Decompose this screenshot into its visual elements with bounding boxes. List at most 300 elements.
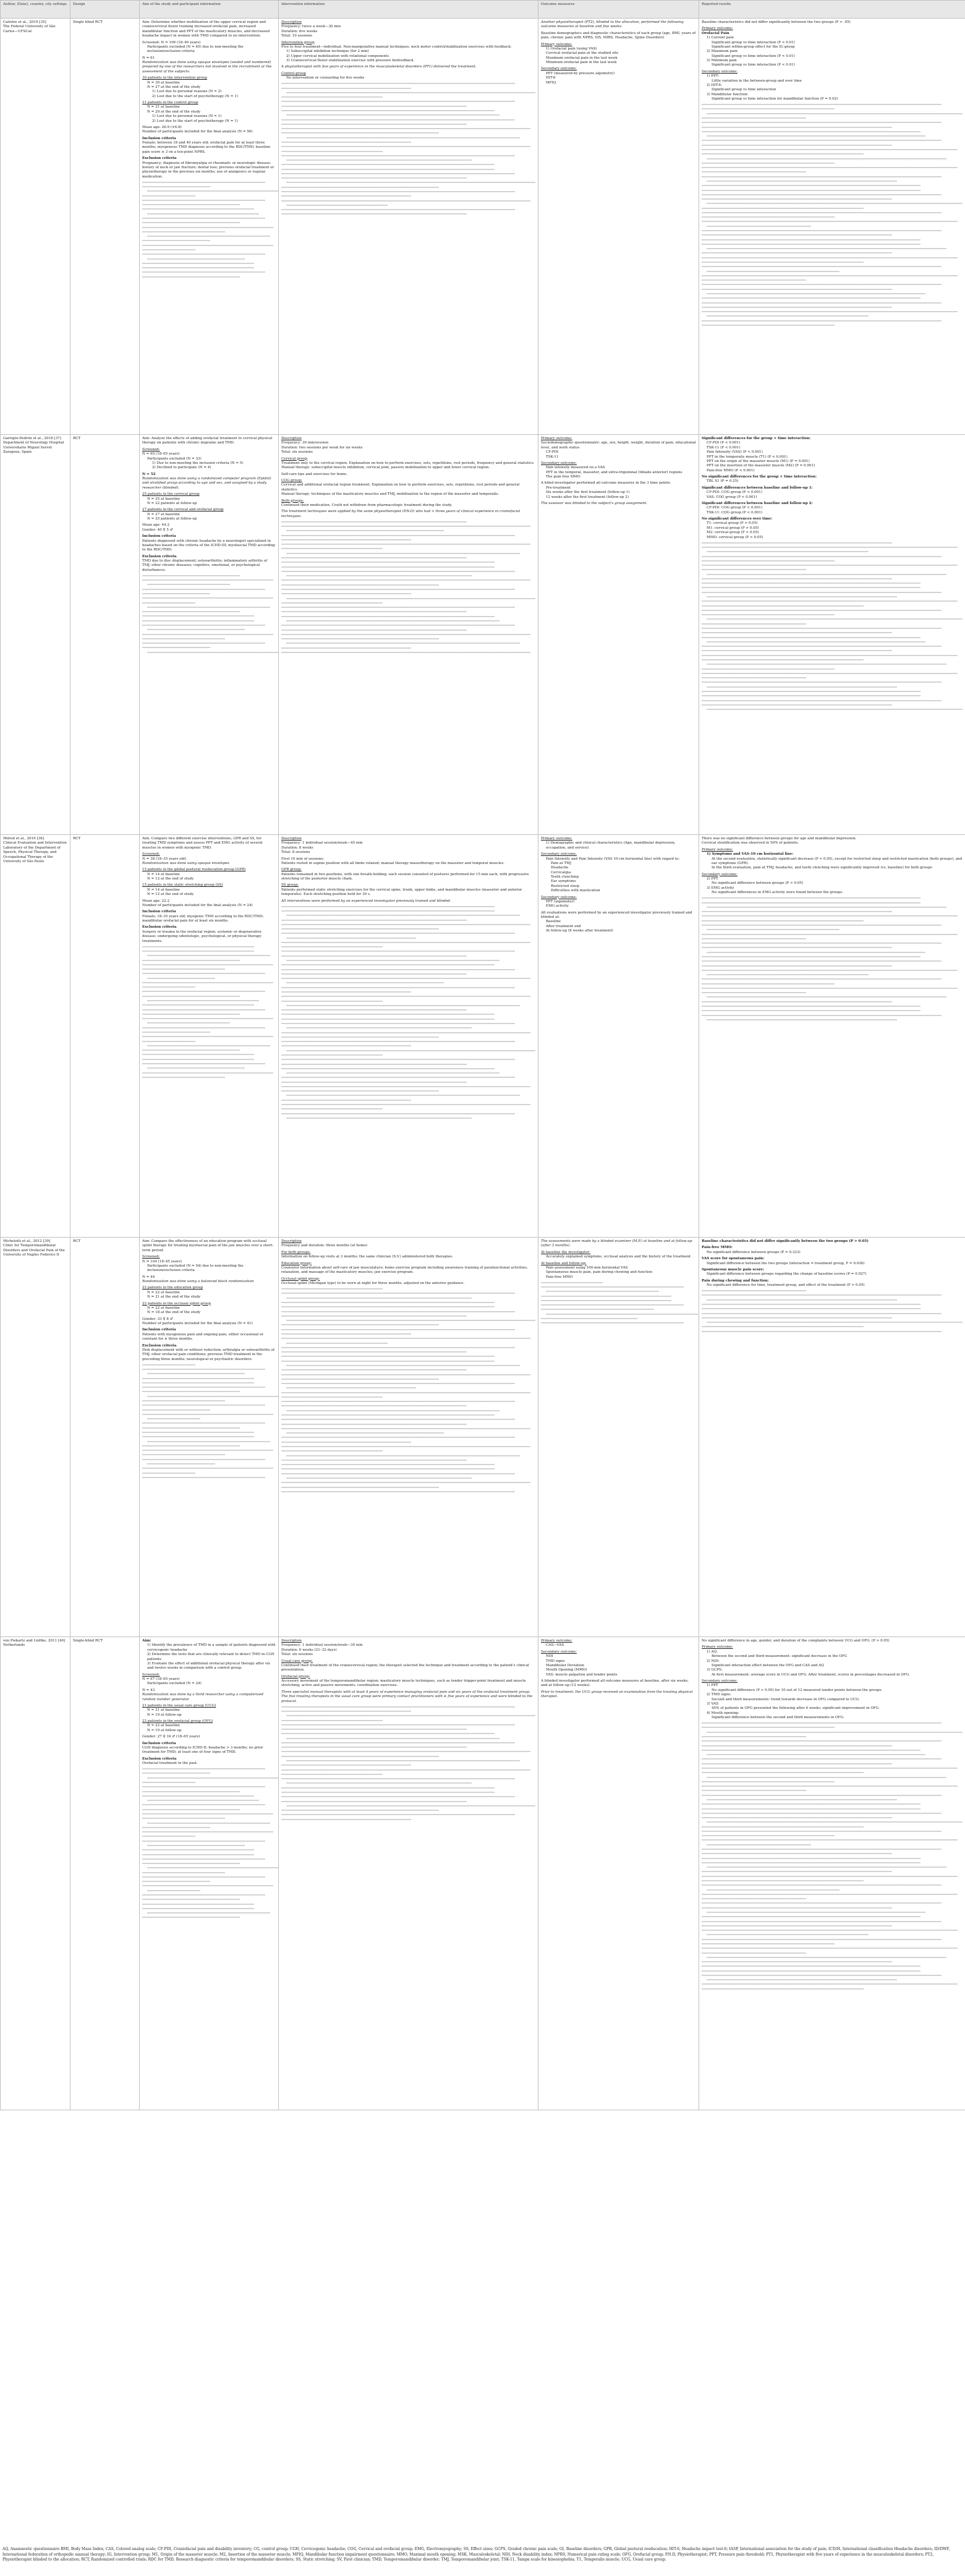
cell-line: Continued their medication. Could not withdraw from pharmacologic treatment during the study.	[281, 503, 453, 507]
cell-line: Secondary outcome:	[541, 895, 577, 899]
fine-print-line	[702, 1893, 958, 1896]
header-intervention: Intervention information	[279, 1, 538, 19]
cell-line: Exclusion criteria	[142, 1343, 177, 1348]
fine-print-line	[142, 1026, 265, 1029]
fine-print-line	[702, 306, 892, 309]
intervention-cell	[279, 435, 538, 835]
fine-print-line	[286, 1409, 500, 1412]
cell-line: Pain during chewing and function:	[702, 1278, 769, 1283]
cell-line: N = 65 (18–65 years)	[142, 452, 180, 456]
fine-print-line	[702, 1825, 864, 1828]
fine-print-line	[286, 1341, 388, 1345]
cell-line: Randomization was done by a third researcher using a computerized random number generator.	[142, 1693, 263, 1701]
cell-line: Clinical Evaluation and Intervention Laboratory of the Department of Speech, Physical Therapy, and Occupational Therapy of the University of São Paulo	[3, 841, 67, 863]
cell-line: Inclusion criteria	[142, 136, 176, 140]
cell-line: At the second evaluation, statistically significant decrease (P < 0.05), except for restricted sleep and restricted mastication (both groups), and ear symptoms (GPR).	[712, 857, 963, 865]
fine-print-line	[281, 633, 530, 636]
cell-line: Participants excluded (N = 45) due to non-meeting the inclusion/exclusion criteria	[147, 45, 244, 54]
cell-line: 30 patients in the intervention group	[142, 76, 208, 80]
fine-print-line	[281, 637, 439, 640]
cell-line: Total: six sessions	[281, 450, 313, 455]
fine-print-line	[147, 1889, 200, 1892]
fine-print-line	[281, 1445, 530, 1448]
cell-line: Both groups:	[281, 499, 304, 503]
fine-print-line	[702, 622, 806, 625]
header-aim: Aim of the study and participant information	[140, 1, 279, 19]
fine-print-line	[281, 909, 495, 912]
fine-print-line	[147, 1462, 215, 1465]
fine-print-line	[142, 262, 254, 265]
fine-print-line	[702, 568, 806, 571]
fine-print-line	[281, 1053, 383, 1056]
fine-print-line	[142, 985, 195, 988]
cell-line: Secondary outcome:	[702, 69, 738, 74]
fine-print-line	[142, 1767, 265, 1770]
fine-print-line	[702, 310, 958, 313]
fine-print-line	[286, 914, 520, 917]
cell-line: Pain Intensity and Pain Intensity (VAS 10-cm horizontal line) with regard to:	[546, 857, 680, 861]
fine-print-line	[142, 945, 254, 948]
cell-line: Manual therapy: suboccipital muscle inhibition, cervical joint, passive mobilization to upper and lower cervical region.	[281, 466, 490, 470]
fine-print-line	[702, 1964, 920, 1967]
fine-print-line	[702, 991, 806, 994]
fine-print-line	[281, 208, 515, 211]
cell-line: Significant group vs time interaction for mandibular function (P = 0.02)	[712, 97, 838, 101]
fine-print-line	[702, 699, 942, 702]
fine-print-line	[147, 628, 245, 631]
fine-print-filler	[702, 1721, 963, 1990]
cell-line: Little variation in the between-group and over time	[712, 79, 802, 83]
cell-line: Minimum orofacial pain in the last week	[546, 61, 617, 64]
cell-line: No significant differences over time:	[702, 517, 773, 521]
fine-print-line	[707, 270, 840, 273]
fine-print-line	[142, 1871, 225, 1874]
fine-print-line	[147, 234, 270, 237]
fine-print-line	[142, 1058, 254, 1061]
cell-line: Randomization was done using opaque envelopes	[142, 861, 229, 865]
fine-print-line	[702, 1951, 806, 1954]
fine-print-line	[702, 1303, 920, 1306]
cell-line: N = 25 patients at follow-up	[147, 517, 197, 521]
fine-print-line	[142, 592, 210, 595]
fine-print-line	[702, 658, 864, 661]
cell-line: Ear symptoms	[551, 879, 576, 884]
cell-line: TSK-11: COG group (P < 0.001)	[707, 510, 763, 515]
cell-line: Occlusal splint group:	[281, 1277, 320, 1281]
cell-line: MMO: cervical group (P > 0.05)	[707, 535, 763, 539]
cell-line: At follow-up (8 weeks after treatment)	[546, 929, 613, 933]
fine-print-line	[142, 1076, 225, 1079]
cell-line: N = 22 at baseline	[147, 1290, 180, 1294]
fine-print-line	[707, 1798, 897, 1801]
cell-line: Participants excluded (N = 24)	[147, 1682, 202, 1686]
fine-print-line	[142, 1003, 254, 1006]
fine-print-filler	[142, 945, 276, 1079]
fine-print-line	[702, 901, 920, 904]
fine-print-line	[286, 597, 535, 600]
fine-print-line	[281, 1346, 515, 1349]
cell-line: Significant group vs time interaction	[712, 88, 776, 92]
fine-print-line	[702, 1928, 958, 1932]
fine-print-line	[281, 923, 530, 926]
cell-line: N = 21 at the end of the study	[147, 1295, 201, 1299]
fine-print-line	[142, 248, 195, 251]
fine-print-filler	[142, 1363, 276, 1479]
fine-print-line	[142, 1048, 240, 1051]
fine-print-line	[281, 999, 383, 1003]
fine-print-line	[286, 1026, 472, 1029]
cell-line: Screened:	[142, 1255, 160, 1259]
cell-line: Screened: N = 106 (18–40 years)	[142, 40, 201, 45]
fine-print-line	[281, 1418, 515, 1421]
fine-print-line	[286, 1714, 535, 1717]
cell-line: Participants excluded (N = 33)	[147, 456, 202, 461]
intervention-cell	[279, 19, 538, 435]
cell-line: Aim: Compare two different exercise interventions, GPR and SS, for treating TMD symptoms and assess PPT and EMG activity of several muscles in women with myogenic TMD.	[142, 837, 263, 850]
fine-print-line	[702, 986, 958, 990]
fine-print-line	[281, 560, 495, 563]
fine-print-line	[281, 186, 439, 189]
fine-print-line	[147, 605, 270, 609]
fine-print-line	[281, 1808, 439, 1812]
cell-line: No significant difference in age, gender, and duration of the complaints between UCG and OFG. (P > 0.05)	[702, 1639, 890, 1643]
fine-print-line	[702, 1920, 942, 1923]
cell-line: Garrigós-Pedrón et al., 2018 [37]	[3, 437, 61, 440]
fine-print-line	[702, 233, 892, 236]
cell-line: N = 104 (18–45 years)	[142, 1259, 182, 1264]
fine-print-line	[286, 1782, 472, 1785]
fine-print-line	[281, 941, 530, 944]
fine-print-line	[281, 131, 439, 134]
cell-line: The assessor was blinded to the subject's group assignment.	[541, 501, 648, 505]
fine-print-line	[702, 278, 806, 281]
aim-cell	[140, 1238, 279, 1637]
fine-print-line	[281, 1112, 515, 1115]
cell-line: N = 22 patients at follow-up	[147, 501, 197, 505]
fine-print-line	[702, 690, 920, 693]
fine-print-line	[142, 1367, 265, 1371]
cell-line: There was no significant difference between groups for age and mandibular depression.	[702, 837, 857, 841]
fine-print-line	[707, 640, 925, 643]
cell-line: Significant group vs time interaction (P < 0.01)	[712, 54, 795, 58]
fine-print-line	[702, 238, 920, 241]
fine-print-line	[281, 1773, 383, 1776]
fine-print-line	[281, 95, 383, 98]
fine-print-line	[281, 1427, 530, 1430]
cell-line: Five to four treatment—individual. Non-manipulative manual techniques, neck motor control/stabilization exercises with feedback:	[281, 45, 512, 49]
cell-line: 1) PPT	[707, 1684, 718, 1688]
results-cell	[699, 435, 965, 835]
fine-print-line	[281, 1458, 467, 1461]
fine-print-line	[707, 973, 869, 976]
fine-print-line	[702, 1802, 920, 1805]
cell-line: M1: cervical group (P > 0.05)	[707, 526, 759, 530]
cell-line: 2) Lost due to the start of psychotherapy (N = 1)	[152, 94, 238, 98]
fine-print-line	[702, 546, 958, 549]
aim-cell	[140, 19, 279, 435]
fine-print-line	[702, 644, 942, 648]
fine-print-line	[281, 1800, 467, 1803]
fine-print-line	[707, 1888, 840, 1891]
cell-line: Primary outcome:	[541, 42, 572, 46]
fine-print-line	[281, 995, 530, 998]
fine-print-line	[702, 599, 958, 602]
table-row	[1, 835, 965, 1238]
cell-line: Baseline characteristics did not differ significantly between the two groups (P > .05)	[702, 20, 851, 24]
table-row	[1, 19, 965, 435]
cell-line: Duration: 6 weeks (21–32 days)	[281, 1648, 337, 1652]
fine-print-line	[707, 1843, 811, 1846]
cell-line: Maximum orofacial pain in the last week	[546, 56, 618, 60]
fine-print-line	[702, 1915, 920, 1918]
cell-line: Patients with myogenous pain and ongoing pain, either occasional or constant for ≥ three months.	[142, 1332, 264, 1341]
fine-print-line	[281, 1705, 515, 1708]
fine-print-line	[281, 520, 467, 523]
cell-line: Primary outcome:	[702, 1645, 733, 1650]
fine-print-line	[702, 1721, 942, 1724]
fine-print-line	[541, 1303, 684, 1306]
fine-print-line	[286, 1476, 472, 1479]
cell-line: 31 patients in the control group	[142, 101, 198, 105]
fine-print-line	[702, 1789, 806, 1792]
fine-print-line	[702, 215, 835, 218]
fine-print-line	[707, 1018, 897, 1021]
cell-line: TBL S1 (P = 0.25)	[707, 479, 739, 484]
fine-print-line	[281, 1732, 495, 1735]
fine-print-line	[142, 1431, 254, 1434]
fine-print-line	[707, 1956, 946, 1959]
fine-print-line	[142, 1385, 265, 1389]
cell-line: Mandibular Deviation	[546, 1663, 584, 1667]
fine-print-line	[142, 1772, 210, 1775]
fine-print-line	[142, 1399, 225, 1402]
cell-line: Secondary outcome:	[541, 461, 577, 465]
fine-print-line	[702, 636, 920, 639]
cell-line: RCT	[73, 837, 81, 841]
fine-print-filler	[281, 905, 535, 1120]
cell-line: Cervical group	[281, 456, 308, 461]
fine-print-line	[286, 1804, 535, 1807]
fine-print-line	[702, 301, 942, 304]
fine-print-line	[142, 208, 254, 211]
cell-line: Cervicalgia	[551, 870, 571, 875]
cell-line: N = 12 at the end of study	[147, 892, 194, 897]
fine-print-line	[286, 91, 535, 94]
cell-line: Clinic for Temporomandibular Disorders and Orofacial Pain of the University of Naples Federico II	[3, 1244, 65, 1257]
cell-line: Disk displacement with or without reduction; arthralgia or osteoarthritis of TMJ; other orofacial pain conditions; previous TMD treatment in the preceding three months; neurological or psychiatric disorders.	[142, 1348, 274, 1361]
fine-print-line	[142, 1390, 240, 1393]
fine-print-line	[281, 954, 467, 957]
cell-line: Number of participants included for the final analysis (N = 24)	[142, 903, 253, 907]
fine-print-line	[702, 581, 920, 584]
cell-line: Significant group vs time interaction (P < 0.01)	[712, 63, 795, 67]
fine-print-line	[702, 586, 920, 589]
fine-print-line	[142, 244, 273, 247]
fine-print-line	[286, 574, 472, 577]
fine-print-line	[702, 1325, 864, 1329]
fine-print-line	[147, 1417, 200, 1420]
cell-line: TSK-11 (P < 0.001)	[707, 445, 741, 450]
fine-print-line	[702, 252, 892, 255]
fine-print-line	[702, 1883, 942, 1886]
cell-line: Total: 8 sessions	[281, 850, 310, 855]
fine-print-line	[281, 1436, 515, 1439]
cell-line: Frequency: 30 min/session	[281, 441, 329, 445]
cell-line: Gender: 40 ♀ 5 ♂	[142, 528, 173, 532]
fine-print-line	[142, 1363, 195, 1366]
fine-print-line	[281, 1472, 515, 1475]
fine-print-line	[702, 1906, 892, 1909]
cell-line: Primary outcome:	[541, 837, 572, 841]
fine-print-line	[286, 1431, 444, 1434]
cell-line: Cervical and additional orofacial region treatment. Explanation on how to perform exercises, sets, repetitions, rest periods and general statistics.	[281, 483, 520, 492]
cell-line: Aim: Determine whether mobilization of the upper cervical region and craniocervical flexor training increased orofacial pain, increased mandibular function and PPT of the masticatory muscles, and decreased headache impact in women with TMD compared to no intervention.	[142, 20, 270, 38]
cell-line: Pain Intensity (VAS) (P < 0.001)	[707, 450, 763, 455]
fine-print-line	[541, 1294, 671, 1298]
cell-line: No significant difference between groups (P > 0.05)	[712, 881, 804, 886]
fine-print-line	[702, 1744, 892, 1747]
cell-line: 1) Demographic and clinical characteristics (Age, mandibular depression, occupation, and service)	[546, 841, 676, 850]
cell-line: Gender: 33 ♀ 8 ♂	[142, 1317, 173, 1321]
fine-print-line	[147, 1044, 270, 1047]
fine-print-line	[707, 1298, 897, 1301]
fine-print-line	[142, 1781, 195, 1784]
cell-line: Inclusion criteria	[142, 910, 176, 914]
fine-print-filler	[281, 82, 535, 216]
fine-print-line	[281, 1382, 515, 1385]
fine-print-line	[281, 547, 383, 550]
cell-line: 4) Mouth opening:	[707, 1711, 739, 1715]
cell-line: Gender: 27 ♀ 16 ♂ (18–65 years)	[142, 1735, 200, 1739]
intervention-cell	[279, 1637, 538, 2110]
fine-print-line	[702, 1739, 942, 1742]
fine-print-line	[281, 1490, 515, 1493]
fine-print-line	[702, 1289, 806, 1292]
fine-print-line	[281, 583, 439, 586]
fine-print-line	[707, 595, 897, 598]
cell-line: Frequency: 1 individual session/week—30 min	[281, 1643, 363, 1648]
fine-print-line	[281, 140, 411, 143]
fine-print-line	[147, 977, 215, 980]
cell-line: Aim:	[142, 1639, 151, 1643]
fine-print-line	[142, 185, 210, 188]
cell-line: 1) Suboccipital inhibition technique (for 2 min)	[286, 49, 369, 54]
fine-print-line	[281, 1076, 515, 1079]
fine-print-line	[707, 1865, 946, 1868]
cell-line: Exclusion criteria	[142, 554, 177, 558]
fine-print-line	[702, 1960, 892, 1963]
cell-line: Primary outcome:	[541, 437, 572, 440]
fine-print-line	[702, 541, 892, 544]
fine-print-line	[281, 1745, 467, 1748]
fine-print-line	[281, 1022, 515, 1025]
fine-print-line	[142, 596, 273, 599]
fine-print-line	[142, 981, 273, 984]
fine-print-line	[147, 257, 245, 260]
fine-print-line	[702, 1312, 942, 1315]
fine-print-line	[281, 1755, 439, 1758]
fine-print-line	[142, 963, 273, 966]
fine-print-line	[286, 1759, 520, 1762]
cell-line: Female; 18–35 years old; myogenic TMD according to the RDC/TMD; mandibular orofacial pain for at least six months.	[142, 914, 264, 923]
aim-cell	[140, 1637, 279, 2110]
fine-print-line	[142, 1790, 240, 1793]
fine-print-line	[281, 1818, 411, 1821]
cell-line: CF-PDI (P < 0.001)	[707, 441, 741, 445]
outcome-cell	[538, 835, 699, 1238]
fine-print-line	[142, 1834, 195, 1838]
fine-print-filler	[281, 1705, 535, 1821]
fine-print-line	[702, 108, 835, 111]
cell-line: 22 patients in the occlusal splint group	[142, 1301, 211, 1306]
fine-print-line	[707, 618, 963, 621]
cell-line: Pre-treatment	[546, 486, 571, 490]
cell-line: Pain assessment using 100-mm horizontal VAS	[546, 1265, 628, 1270]
cell-line: N = 14 at baseline	[147, 872, 180, 876]
fine-print-line	[142, 1453, 225, 1457]
fine-print-filler	[702, 1289, 963, 1333]
fine-print-line	[702, 166, 958, 169]
fine-print-line	[142, 959, 240, 962]
outcome-cell	[538, 1637, 699, 2110]
design-cell	[70, 1238, 140, 1637]
fine-print-line	[281, 1373, 530, 1376]
fine-print-line	[702, 1780, 835, 1783]
fine-print-line	[707, 1911, 925, 1914]
fine-print-line	[142, 1071, 273, 1074]
fine-print-line	[147, 1776, 278, 1779]
cell-line: Accessory movement of the temporomandibular region; masticatory muscle techniques, such as tender trigger-point treatment and muscle stretching; active and passive movements; coordination exercises.	[281, 1679, 526, 1688]
cell-line: N = 14 at baseline	[147, 888, 180, 892]
cell-line: Frequency: 1 individual session/week—45 min	[281, 841, 363, 845]
fine-print-line	[142, 1017, 273, 1020]
fine-print-line	[281, 931, 515, 935]
fine-print-line	[281, 556, 467, 559]
cell-line: VAS score for spontaneous pain:	[702, 1257, 765, 1261]
fine-print-line	[702, 627, 942, 630]
fine-print-line	[281, 100, 515, 103]
fine-print-line	[702, 1857, 920, 1860]
fine-print-line	[281, 905, 495, 908]
fine-print-line	[702, 1861, 920, 1864]
fine-print-line	[281, 154, 515, 157]
cell-line: Significant interaction effect between the OFG and CAS and AQ	[712, 1663, 824, 1667]
cell-line: SS group:	[281, 883, 299, 888]
fine-print-filler	[281, 520, 535, 654]
cell-line: 2) PPT	[707, 877, 718, 881]
cell-line: PPT (measured by pressure algometry)	[546, 71, 615, 75]
fine-print-line	[707, 928, 840, 931]
fine-print-line	[707, 157, 946, 160]
fine-print-line	[281, 565, 495, 568]
cell-line: Calixtre et al., 2019 [35]	[3, 20, 46, 24]
cell-line: N = 22 at baseline	[147, 1306, 180, 1310]
cell-line: The treatment techniques were applied by the same physiotherapist (P.N.D) who had > three years of clinical experience in craniofacial techniques.	[281, 510, 521, 518]
cell-line: Randomization was done using a balanced block randomization	[142, 1280, 254, 1283]
fine-print-line	[702, 1726, 835, 1729]
fine-print-line	[142, 1381, 254, 1384]
fine-print-line	[147, 583, 230, 586]
cell-line: 2) Lost due to the start of psychotherapy (N = 1)	[152, 119, 238, 123]
cell-line: 12 weeks after the first treatment (follow-up 2)	[546, 495, 629, 499]
cell-line: Significant differences for the group × time interaction:	[702, 437, 811, 440]
fine-print-line	[702, 896, 920, 899]
fine-print-line	[281, 1768, 530, 1771]
cell-line: Randomization was done using opaque envelopes (sealed and numbered) prepared by one of the researchers not involved in the recruitment or the assessment of the subjects.	[142, 61, 272, 74]
fine-print-line	[142, 1816, 225, 1820]
header-outcome: Outcome measures	[538, 1, 699, 19]
cell-line: 2) Determine the tests that are clinically relevant to detect TMD in CGH patients	[147, 1653, 274, 1661]
